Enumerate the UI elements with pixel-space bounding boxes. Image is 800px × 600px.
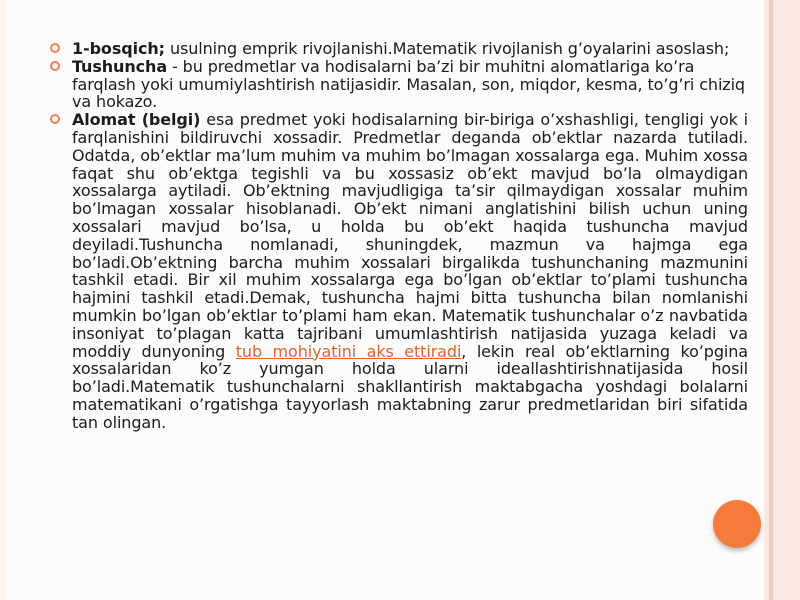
text-1: usulning emprik rivojlanishi.Matematik rivojlanish g’oyalarini asoslash; (164, 39, 730, 58)
text-3-after-link: , lekin real ob’ektlarning ko’pgina xossalaridan ko’z yumgan holda ularni ideallashtirishnatijasida hosil bo’ladi.Matematik tushunchalarni shakllantirish maktabgacha yoshdagi bolalarni matematikani o’rgatishga tayyorlash maktabning zarur predmetlaridan biri sifatida tan olingan. (72, 341, 748, 432)
bullet-item-2 (72, 58, 748, 111)
left-edge-decoration (0, 0, 6, 600)
right-edge-line (769, 0, 773, 600)
text-2: - bu predmetlar va hodisalarni ba’zi bir muhitni alomatlariga ko’ra farqlash yoki umumiylashtirish natijasidir. Masalan, son, miqdor, kesma, to’g’ri chiziq va hokazo. (72, 56, 745, 112)
slide-content (72, 40, 748, 432)
bullet-item-3 (72, 111, 748, 431)
bullet-circle-icon (50, 114, 60, 124)
bullet-circle-icon (50, 43, 60, 53)
bullet-item-1 (72, 40, 748, 58)
text-3-before-link: esa predmet yoki hodisalarning bir-biriga o’xshashligi, tengligi yok i farqlanishini bildiruvchi xossadir. Predmetlar deganda ob’ektlar nazarda tutiladi. Odatda, ob’ektlar ma’lum muhim va muhim bo’lmagan xossalarga ega. Muhim xossa faqat shu ob’ektga tegishli va bu xossasiz ob’ekt mavjud bo’la olmaydigan xossalarga aytiladi. Ob’ektning mavjudligiga ta’sir qilmaydigan xossalar muhim bo’lmagan xossalar hisoblanadi. Ob’ekt nimani anglatishini bilish uchun uning xossalari mavjud bo’lsa, u holda bu ob’ekt haqida tushuncha mavjud deyiladi.Tushuncha nomlanadi, shuningdek, mazmun va hajmga ega bo’ladi.Ob’ektning barcha muhim xossalari birgalikda tushunchaning mazmunini tashkil etadi. Bir xil muhim xossalarga ega bo’lgan ob’ektlar to’plami tushuncha hajmini tashkil etadi.Demak, tushuncha hajmi bitta tushuncha bilan nomlanishi mumkin bo’lgan ob’ektlar to’plami ham ekan. Matematik tushunchalar o’z navbatida insoniyat to’plagan katta tajribani umumlashtirish natijasida yuzaga keladi va moddiy dunyoning (72, 110, 749, 361)
term-1: 1-bosqich; (72, 39, 165, 58)
term-2: Tushuncha (72, 56, 168, 76)
bullet-circle-icon (50, 61, 60, 71)
orange-circle-decoration (713, 500, 761, 548)
term-3: Alomat (belgi) (72, 110, 201, 130)
inline-link[interactable]: tub mohiyatini aks ettiradi (235, 341, 462, 361)
